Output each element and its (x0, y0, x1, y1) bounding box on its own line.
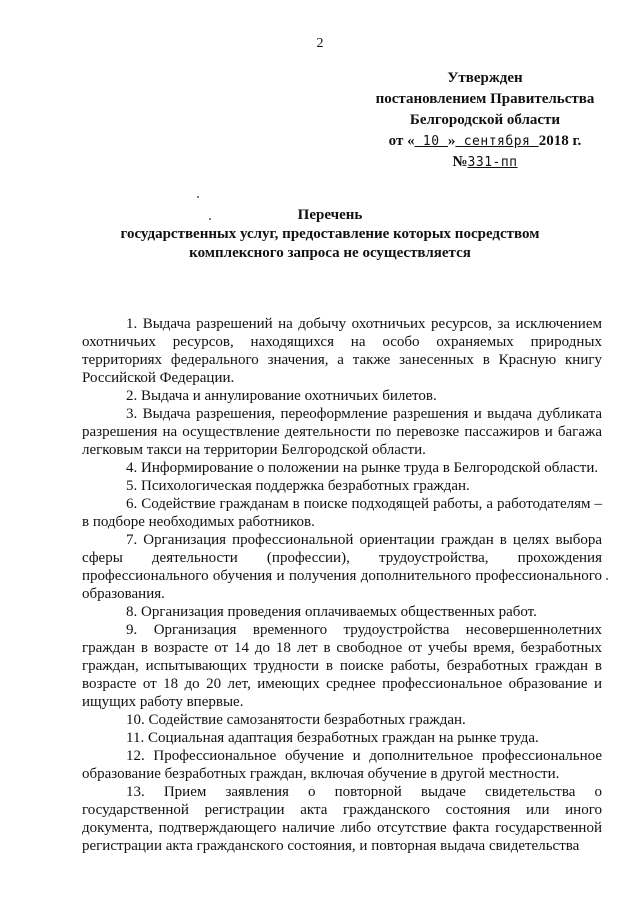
list-item: 1. Выдача разрешений на добычу охотничьих ресурсов, за исключением охотничьих ресурсов, находящихся на особо охраняемых природных территориях федерального значения, а также занесенных в Красную книгу Российской Федерации. (82, 316, 602, 386)
services-list (82, 315, 602, 855)
date-day: 10 (414, 134, 448, 149)
list-item: 11. Социальная адаптация безработных граждан на рынке труда. (126, 730, 539, 746)
list-item: 12. Профессиональное обучение и дополнительное профессиональное образование безработных граждан, включая обучение в другой местности. (82, 748, 602, 782)
approval-line-2: постановлением Правительства (375, 91, 595, 107)
list-item: 4. Информирование о положении на рынке труда в Белгородской области. (126, 460, 599, 476)
list-item: 9. Организация временного трудоустройства несовершеннолетних граждан в возрасте от 14 до 18 лет в свободное от учебы время, безработных граждан, испытывающих трудности в поиске работы, безработных граждан в возрасте от 18 до 20 лет, имеющих среднее профессиональное образование и ищущих работу впервые. (82, 622, 602, 710)
list-item: 2. Выдача и аннулирование охотничьих билетов. (126, 388, 437, 404)
heading-subtitle-line-1: государственных услуг, предоставление которых посредством (120, 226, 540, 242)
date-mid: » (447, 133, 456, 149)
list-item: 6. Содействие гражданам в поиске подходящей работы, а работодателям – в подборе необходимых работников. (82, 496, 602, 530)
list-item: 5. Психологическая поддержка безработных граждан. (126, 478, 470, 494)
heading-title: Перечень (297, 207, 363, 223)
date-year: 2018 г. (538, 133, 582, 149)
approval-stamp (350, 68, 620, 173)
list-item: 3. Выдача разрешения, переоформление разрешения и выдача дубликата разрешения на осуществление деятельности по перевозке пассажиров и багажа легковым такси на территории Белгородской области. (82, 406, 602, 458)
approval-line-1: Утвержден (447, 70, 523, 86)
list-item: 7. Организация профессиональной ориентации граждан в целях выбора сферы деятельности (профессии), трудоустройства, прохождения профессионального обучения и получения дополнительного профессионального образования. (82, 532, 602, 602)
scan-speck (197, 196, 199, 198)
document-heading (60, 206, 600, 263)
list-item: 10. Содействие самозанятости безработных граждан. (126, 712, 466, 728)
scan-speck (606, 578, 608, 580)
list-item: 13. Прием заявления о повторной выдаче свидетельства о государственной регистрации акта гражданского состояния или иного документа, подтверждающего наличие либо отсутствие факта государственной регистрации акта гражданского состояния, и повторная выдача свидетельства (82, 784, 602, 854)
list-item: 8. Организация проведения оплачиваемых общественных работ. (126, 604, 537, 620)
approval-date (350, 131, 620, 152)
page-number: 2 (316, 36, 324, 51)
date-month: сентября (455, 134, 539, 149)
approval-number (350, 152, 620, 173)
approval-line-3: Белгородской области (409, 112, 561, 128)
number-prefix: № (452, 154, 468, 170)
heading-subtitle-line-2: комплексного запроса не осуществляется (189, 245, 471, 261)
number-value: 331-пп (467, 155, 518, 170)
date-prefix: от « (388, 133, 415, 149)
